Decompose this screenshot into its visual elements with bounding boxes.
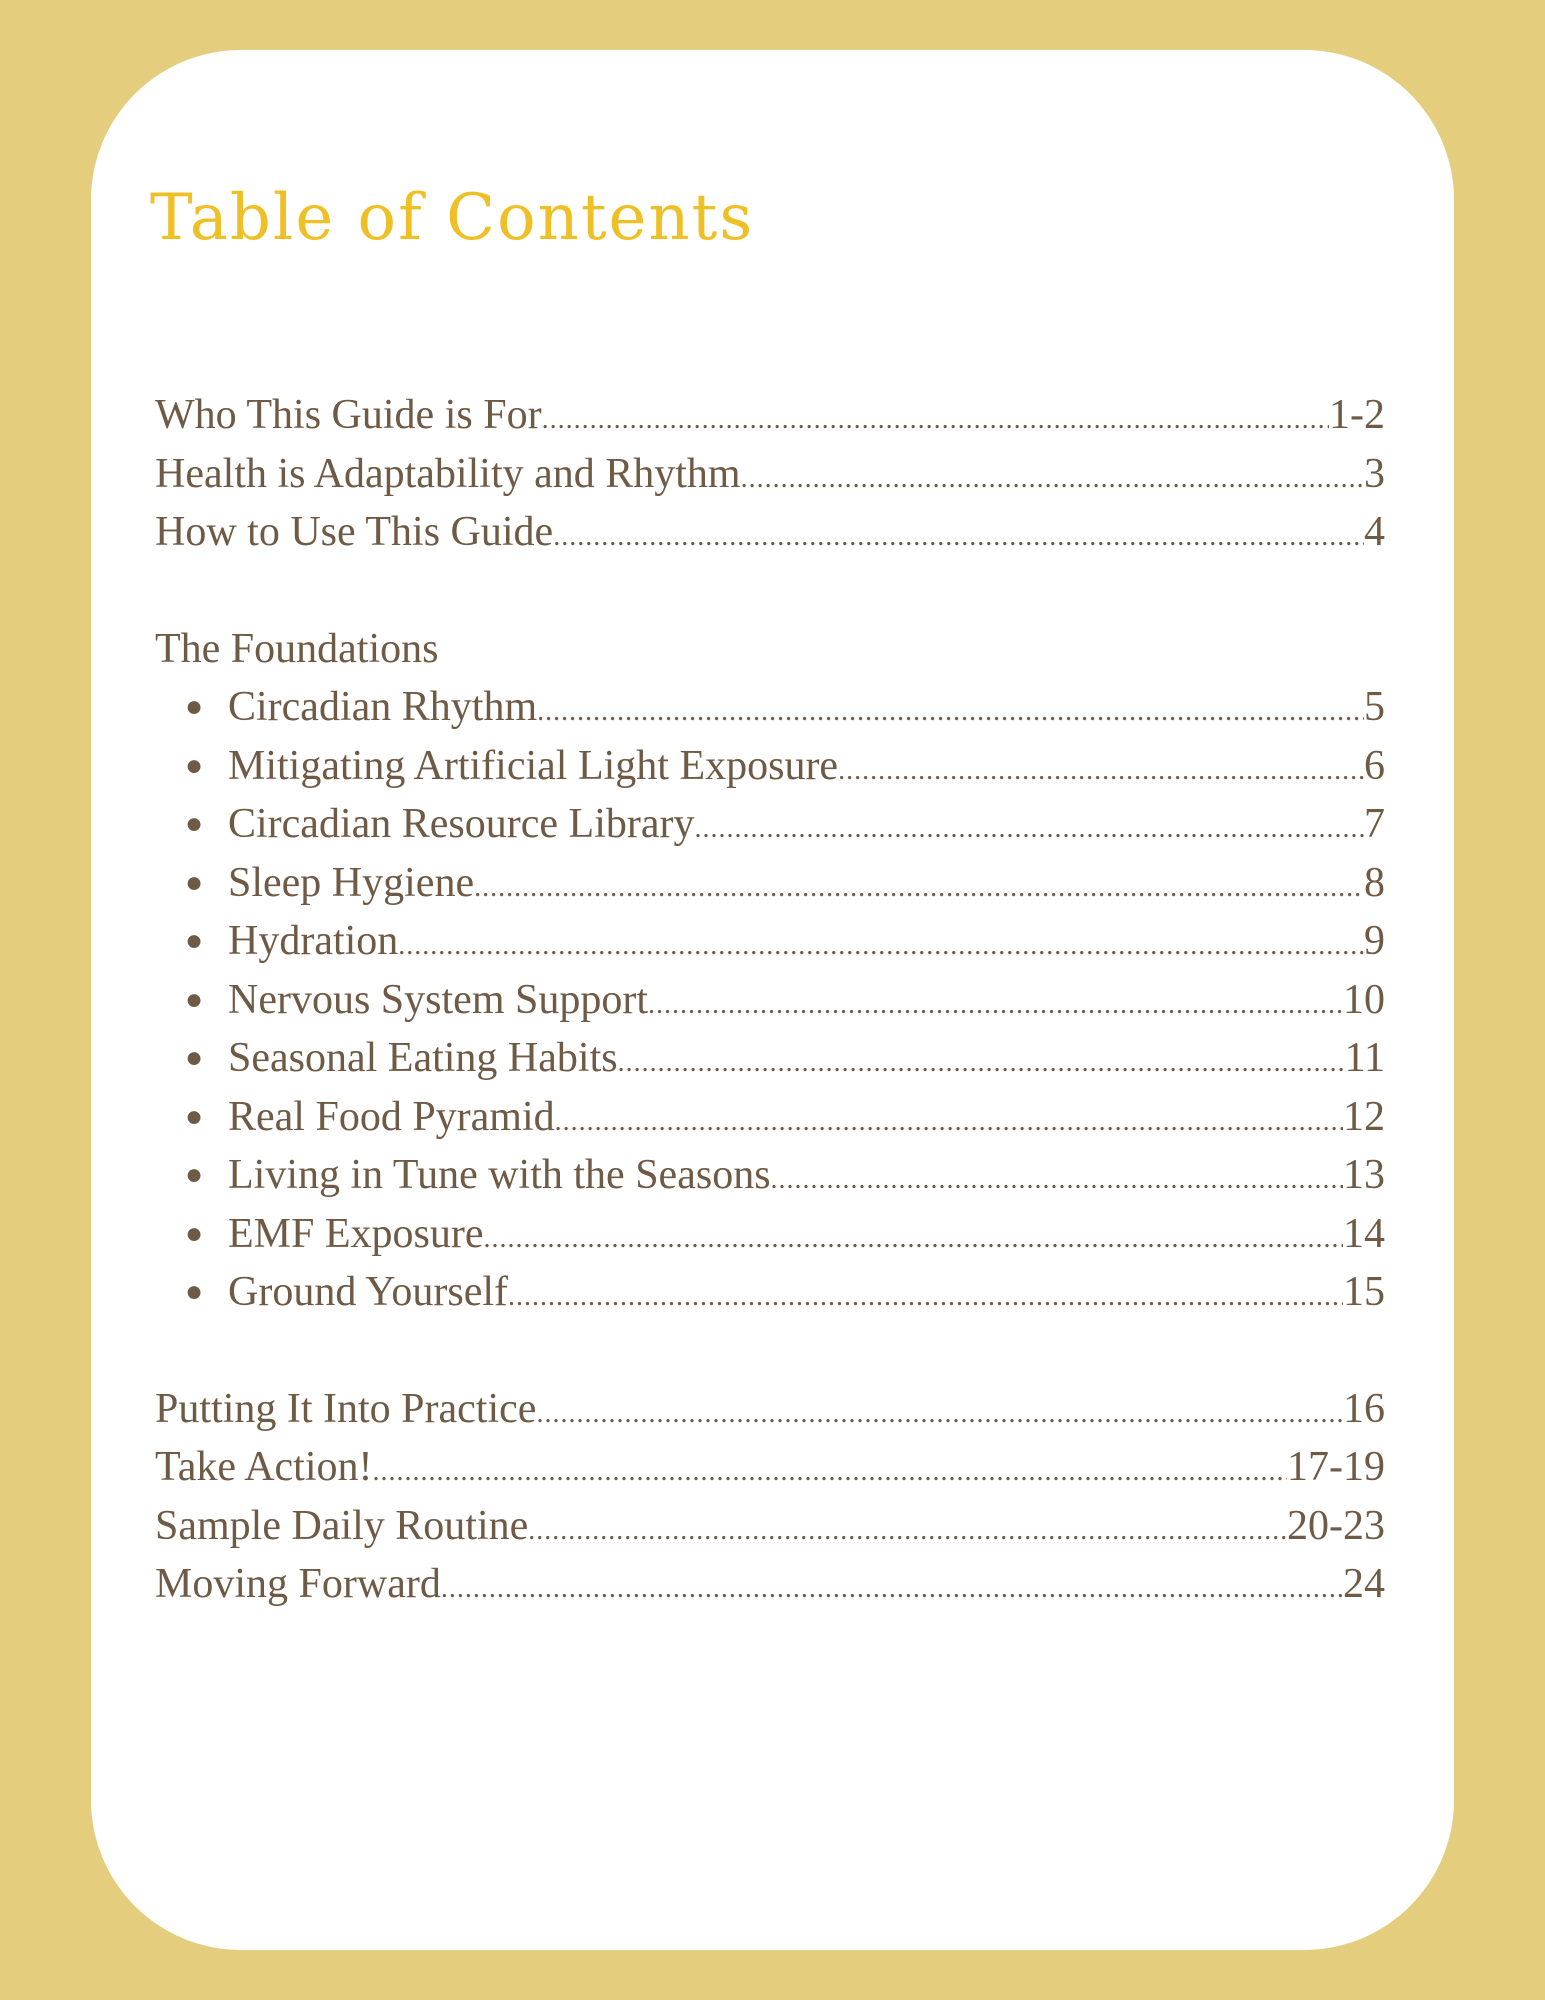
dot-leader [508, 1268, 1343, 1327]
practice-section [155, 1380, 1385, 1614]
toc-entry-page: 14 [1343, 1210, 1385, 1257]
toc-entry-page: 9 [1364, 918, 1385, 964]
dot-leader [398, 917, 1364, 976]
toc-entry-page: 6 [1364, 742, 1385, 789]
toc-entry-page: 4 [1364, 509, 1385, 555]
dot-leader [373, 1443, 1288, 1502]
toc-entry-label: Real Food Pyramid [228, 1093, 555, 1140]
toc-entry-nervous-system-support[interactable] [155, 971, 1385, 1030]
bullet-icon: ● [185, 1216, 204, 1250]
bullet-icon: ● [185, 1158, 204, 1191]
foundations-section [155, 678, 1385, 1322]
toc-entry-circadian-rhythm[interactable] [155, 678, 1385, 737]
toc-entry-label: Putting It Into Practice [155, 1385, 537, 1432]
toc-entry-page: 10 [1343, 976, 1385, 1023]
toc-entry-page: 8 [1364, 859, 1385, 906]
bullet-icon: ● [185, 865, 204, 899]
toc-entry-page: 1-2 [1329, 392, 1385, 438]
bullet-icon: ● [185, 1041, 204, 1074]
toc-entry-page: 16 [1343, 1385, 1385, 1432]
toc-entry-circadian-resource-library[interactable] [155, 795, 1385, 854]
section-heading-foundations: The Foundations [155, 625, 439, 672]
toc-entry-ground-yourself[interactable] [155, 1263, 1385, 1322]
toc-entry-page: 13 [1343, 1152, 1385, 1198]
toc-entry-label: EMF Exposure [228, 1210, 484, 1257]
dot-leader [536, 1385, 1343, 1444]
dot-leader [771, 1151, 1343, 1210]
toc-entry-living-in-tune[interactable] [155, 1146, 1385, 1205]
toc-entry-page: 7 [1364, 801, 1385, 847]
dot-leader [618, 1034, 1345, 1093]
dot-leader [741, 450, 1364, 509]
dot-leader [474, 859, 1364, 918]
toc-entry-seasonal-eating[interactable] [155, 1029, 1385, 1088]
dot-leader [648, 976, 1343, 1035]
toc-entry-label: Seasonal Eating Habits [228, 1035, 618, 1081]
toc-entry-label: Sleep Hygiene [228, 859, 475, 906]
toc-entry-label: Living in Tune with the Seasons [228, 1152, 771, 1198]
bullet-icon: ● [185, 748, 204, 782]
toc-entry-sleep-hygiene[interactable] [155, 854, 1385, 913]
intro-section [155, 386, 1385, 562]
toc-entry-health-is-adaptability[interactable] [155, 445, 1385, 504]
toc-entry-label: How to Use This Guide [155, 509, 554, 555]
toc-entry-page: 17-19 [1287, 1444, 1385, 1490]
table-of-contents [155, 386, 1385, 1614]
toc-entry-how-to-use[interactable] [155, 503, 1385, 562]
toc-entry-page: 12 [1343, 1093, 1385, 1140]
bullet-icon: ● [185, 1099, 204, 1133]
dot-leader [553, 508, 1364, 567]
toc-entry-page: 3 [1364, 450, 1385, 497]
toc-entry-label: Circadian Rhythm [228, 684, 538, 730]
toc-entry-label: Sample Daily Routine [155, 1502, 529, 1549]
toc-entry-who-this-guide-is-for[interactable] [155, 386, 1385, 445]
toc-entry-page: 11 [1344, 1035, 1385, 1081]
dot-leader [542, 391, 1329, 450]
toc-entry-label: Take Action! [155, 1444, 373, 1490]
bullet-icon: ● [185, 924, 204, 957]
toc-entry-real-food-pyramid[interactable] [155, 1088, 1385, 1147]
toc-entry-artificial-light[interactable] [155, 737, 1385, 796]
dot-leader [441, 1560, 1343, 1619]
toc-entry-page: 24 [1343, 1561, 1385, 1607]
bullet-icon: ● [185, 1275, 204, 1308]
dot-leader [528, 1502, 1287, 1561]
toc-entry-label: Circadian Resource Library [228, 801, 695, 847]
page-title: Table of Contents [150, 181, 755, 255]
toc-entry-sample-daily-routine[interactable] [155, 1497, 1385, 1556]
toc-entry-label: Health is Adaptability and Rhythm [155, 450, 741, 497]
toc-entry-page: 15 [1343, 1269, 1385, 1315]
toc-entry-moving-forward[interactable] [155, 1555, 1385, 1614]
dot-leader [555, 1093, 1343, 1152]
dot-leader [694, 800, 1364, 859]
toc-entry-label: Moving Forward [155, 1561, 441, 1607]
toc-entry-label: Ground Yourself [228, 1269, 509, 1315]
bullet-icon: ● [185, 807, 204, 840]
dot-leader [838, 742, 1364, 801]
dot-leader [484, 1210, 1344, 1269]
toc-entry-label: Who This Guide is For [155, 392, 542, 438]
toc-entry-hydration[interactable] [155, 912, 1385, 971]
toc-entry-label: Hydration [228, 918, 399, 964]
toc-entry-page: 20-23 [1287, 1502, 1385, 1549]
toc-entry-label: Nervous System Support [228, 976, 648, 1023]
bullet-icon: ● [185, 690, 204, 723]
toc-entry-label: Mitigating Artificial Light Exposure [228, 742, 839, 789]
toc-entry-emf-exposure[interactable] [155, 1205, 1385, 1264]
toc-entry-page: 5 [1364, 684, 1385, 730]
toc-entry-take-action[interactable] [155, 1438, 1385, 1497]
dot-leader [537, 683, 1364, 742]
bullet-icon: ● [185, 982, 204, 1016]
toc-entry-putting-it-into-practice[interactable] [155, 1380, 1385, 1439]
